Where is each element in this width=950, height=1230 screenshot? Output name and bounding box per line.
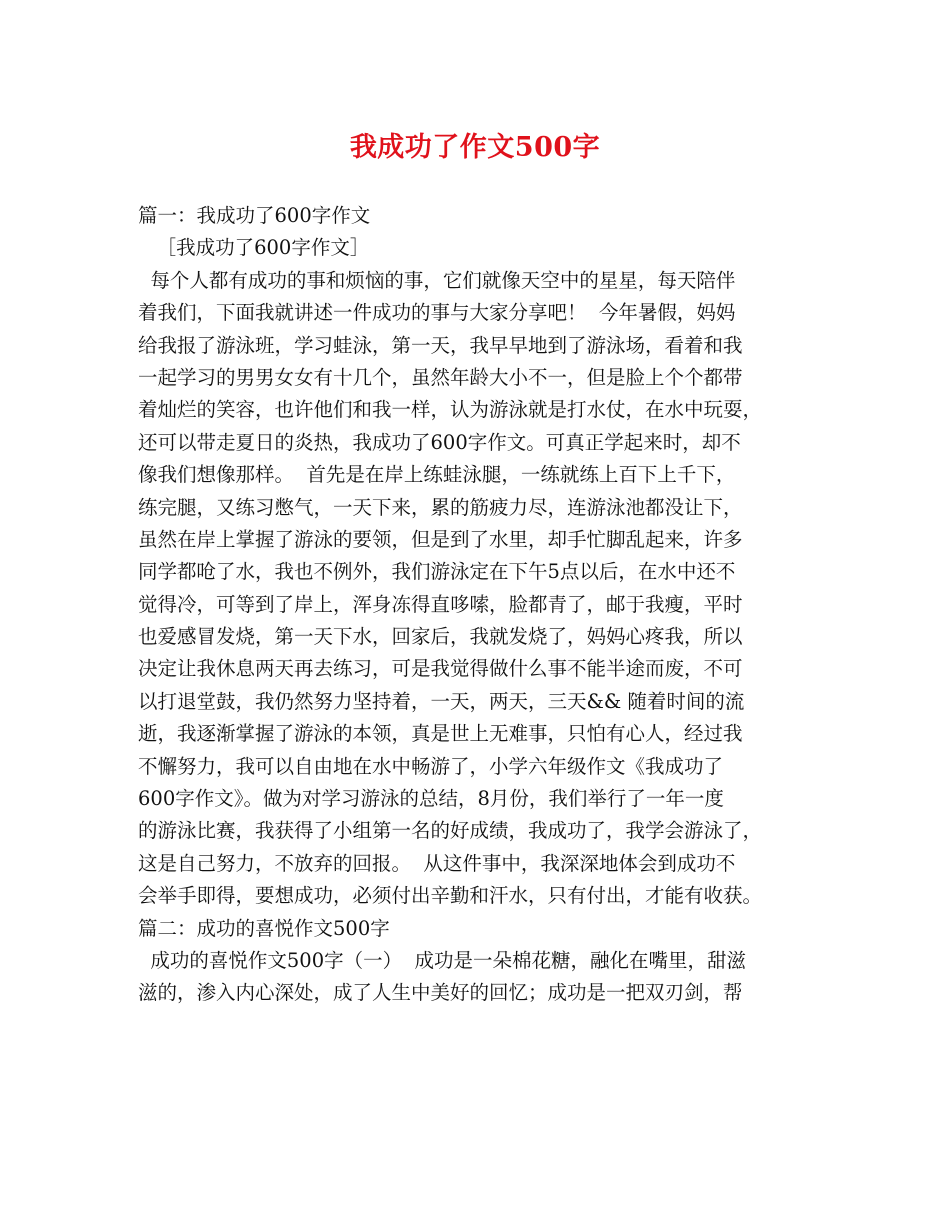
text-line: 练完腿，又练习憋气，一天下来，累的筋疲力尽，连游泳池都没让下，: [138, 495, 743, 519]
text-line: 会举手即得，要想成功，必须付出辛勤和汗水，只有付出，才能有收获。: [138, 884, 763, 908]
text-line: 像我们想像那样。 首先是在岸上练蛙泳腿，一练就练上百下上千下，: [138, 463, 736, 487]
text-line: 这是自己努力，不放弃的回报。 从这件事中，我深深地体会到成功不: [138, 851, 736, 875]
text-line: 600字作文》。做为对学习游泳的总结，8月份，我们举行了一年一度: [138, 787, 724, 811]
text-line: 着灿烂的笑容，也许他们和我一样，认为游泳就是打水仗，在水中玩耍，: [138, 398, 763, 422]
document-body: [138, 200, 838, 1010]
document-title: 我成功了作文500字: [349, 132, 601, 163]
text-line: 以打退堂鼓，我仍然努力坚持着，一天，两天，三天&& 随着时间的流: [138, 689, 745, 713]
text-line: ［我成功了600字作文］: [138, 236, 370, 260]
text-line: 决定让我休息两天再去练习，可是我觉得做什么事不能半途而废，不可: [138, 657, 743, 681]
text-line: 的游泳比赛，我获得了小组第一名的好成绩，我成功了，我学会游泳了，: [138, 819, 763, 843]
text-line: 同学都呛了水，我也不例外，我们游泳定在下午5点以后，在水中还不: [138, 560, 736, 584]
text-line: 滋的，渗入内心深处，成了人生中美好的回忆；成功是一把双刃剑，帮: [138, 981, 743, 1005]
text-line: 每个人都有成功的事和烦恼的事，它们就像天空中的星星，每天陪伴: [138, 268, 736, 292]
text-line: 给我报了游泳班，学习蛙泳，第一天，我早早地到了游泳场，看着和我: [138, 333, 743, 357]
text-line: 还可以带走夏日的炎热，我成功了600字作文。可真正学起来时，却不: [138, 430, 741, 454]
text-line: 也爱感冒发烧，第一天下水，回家后，我就发烧了，妈妈心疼我，所以: [138, 625, 743, 649]
text-line: 篇二：成功的喜悦作文500字: [138, 916, 390, 940]
text-line: 篇一：我成功了600字作文: [138, 204, 371, 227]
text-line: 不懈努力，我可以自由地在水中畅游了，小学六年级作文《我成功了: [138, 754, 724, 778]
text-line: 逝，我逐渐掌握了游泳的本领，真是世上无难事，只怕有心人，经过我: [138, 722, 743, 746]
text-line: 一起学习的男男女女有十几个，虽然年龄大小不一，但是脸上个个都带: [138, 365, 743, 389]
text-line: 着我们，下面我就讲述一件成功的事与大家分享吧！ 今年暑假，妈妈: [138, 301, 736, 325]
text-line: 觉得冷，可等到了岸上，浑身冻得直哆嗦，脸都青了，邮于我瘦，平时: [138, 592, 743, 616]
text-line: 虽然在岸上掌握了游泳的要领，但是到了水里，却手忙脚乱起来，许多: [138, 527, 743, 551]
text-line: 成功的喜悦作文500字（一） 成功是一朵棉花糖，融化在嘴里，甜滋: [138, 948, 747, 972]
